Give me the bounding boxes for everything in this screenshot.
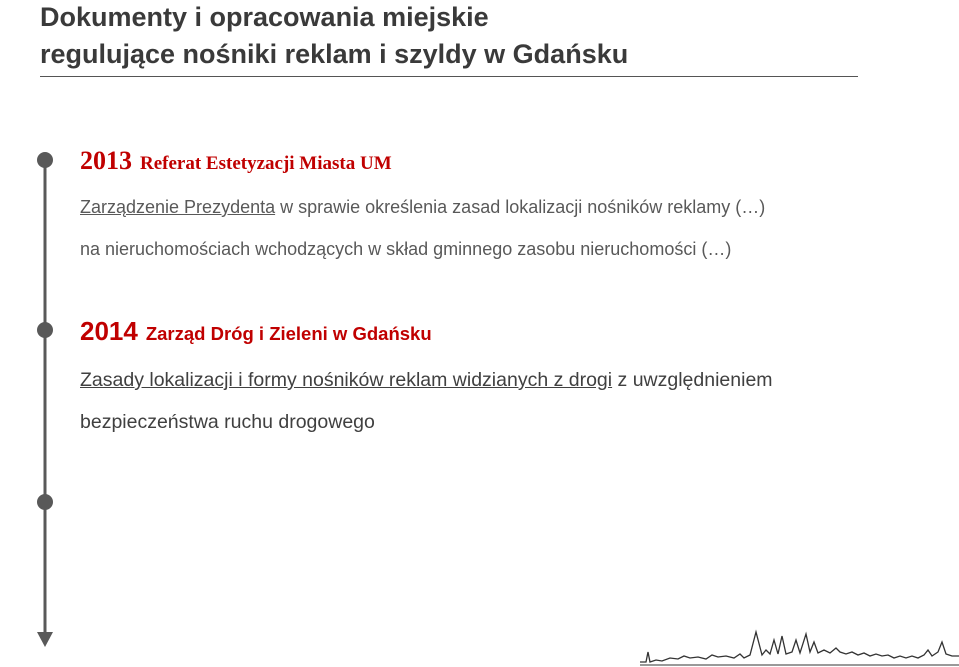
page-title: Dokumenty i opracowania miejskie bbox=[40, 2, 489, 32]
page-subtitle: regulujące nośniki reklam i szyldy w Gdańsku bbox=[40, 39, 629, 69]
document-link[interactable]: Zarządzenie Prezydenta bbox=[80, 197, 276, 217]
entry-2014 bbox=[80, 316, 773, 434]
year-label: 2013 bbox=[80, 146, 132, 175]
description-text: w sprawie określenia zasad lokalizacji nośników reklamy (…) bbox=[275, 197, 766, 217]
city-skyline-icon bbox=[640, 628, 959, 667]
year-label: 2014 bbox=[80, 316, 138, 346]
entry-2013-heading bbox=[80, 146, 765, 176]
description-text: z uwzględnieniem bbox=[612, 369, 773, 391]
header-divider bbox=[40, 76, 858, 77]
timeline-dot-future bbox=[37, 494, 53, 510]
entry-2014-line1 bbox=[80, 368, 773, 392]
org-label: Referat Estetyzacji Miasta UM bbox=[140, 153, 392, 174]
entry-2014-line2: bezpieczeństwa ruchu drogowego bbox=[80, 411, 375, 433]
document-link[interactable]: Zasady lokalizacji i formy nośników reklam widzianych z drogi bbox=[80, 369, 613, 391]
timeline-dot-2014 bbox=[37, 322, 53, 338]
entry-2014-heading bbox=[80, 316, 773, 347]
org-label: Zarząd Dróg i Zieleni w Gdańsku bbox=[145, 323, 432, 344]
timeline-arrowhead bbox=[37, 632, 53, 647]
entry-2013-line1 bbox=[80, 196, 765, 218]
entry-2013-line2: na nieruchomościach wchodzących w skład gminnego zasobu nieruchomości (…) bbox=[80, 239, 732, 259]
timeline-dot-2013 bbox=[37, 152, 53, 168]
entry-2013 bbox=[80, 146, 765, 260]
